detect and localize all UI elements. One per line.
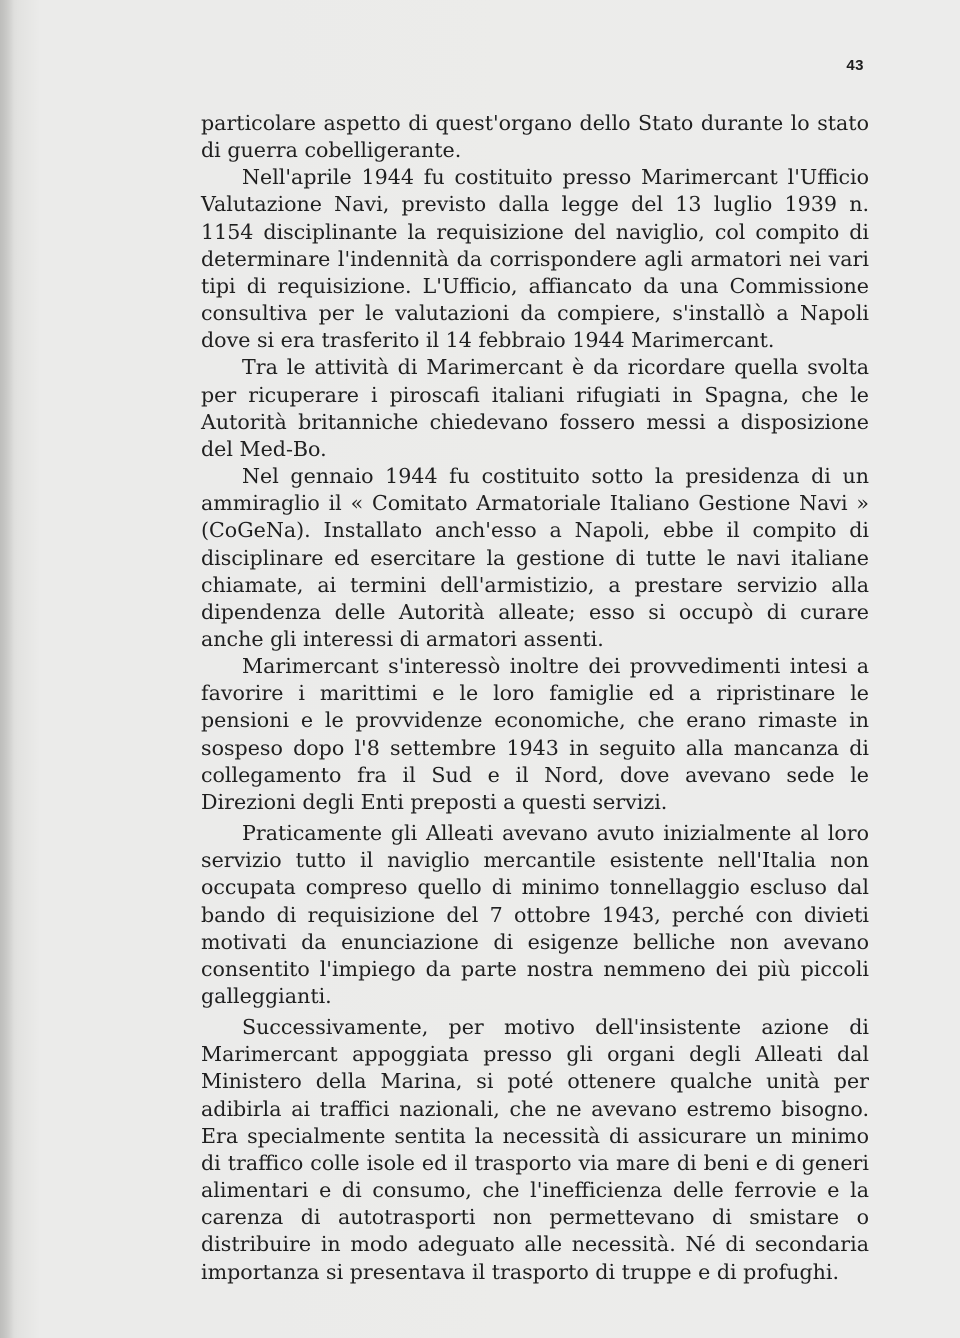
paragraph-ufficio-valutazione-navi: Nell'aprile 1944 fu costituito presso Marimercant l'Ufficio Valutazione Navi, previsto dalla legge del 13 luglio 1939 n. 1154 disciplinante la requisizione del naviglio, col compito di determinare l'indennità da corrispondere agli armatori nei vari tipi di requisizione. L'Ufficio, affiancato da una Commissione consultiva per le valutazioni da compiere, s'installò a Napoli dove si era trasferito il 14 febbraio 1944 Marimercant. bbox=[201, 165, 869, 353]
paragraph-cogena: Nel gennaio 1944 fu costituito sotto la presidenza di un ammiraglio il « Comitato Armatoriale Italiano Gestione Navi » (CoGeNa). Installato anch'esso a Napoli, ebbe il compito di disciplinare ed esercitare la gestione di tutte le navi italiane chiamate, ai termini dell'armistizio, a prestare servizio alla dipendenza delle Autorità alleate; esso si occupò di curare anche gli interessi di armatori assenti. bbox=[201, 464, 869, 651]
paragraph-continuation: particolare aspetto di quest'organo dello Stato durante lo stato di guerra cobelligerante. bbox=[201, 111, 869, 163]
body-text bbox=[201, 110, 869, 1286]
binding-shadow bbox=[0, 0, 14, 1338]
paragraph-pensioni-marittimi: Marimercant s'interessò inoltre dei provvedimenti intesi a favorire i marittimi e le loro famiglie ed a ripristinare le pensioni e le provvidenze economiche, che erano rimaste in sospeso dopo l'8 settembre 1943 in seguito alla mancanza di collegamento fra il Sud e il Nord, dove avevano sede le Direzioni degli Enti preposti a questi servizi. bbox=[201, 654, 869, 814]
paragraph-traffici-nazionali: Successivamente, per motivo dell'insistente azione di Marimercant appoggiata presso gli organi degli Alleati dal Ministero della Marina, si poté ottenere qualche unità per adibirla ai traffici nazionali, che ne avevano estremo bisogno. Era specialmente sentita la necessità di assicurare un minimo di traffico colle isole ed il trasporto via mare di beni e di generi alimentari e di consumo, che l'inefficienza delle ferrovie e la carenza di autotrasporti non permettevano di smistare o distribuire in modo adeguato alle necessità. Né di secondaria importanza si presentava il trasporto di truppe e di profughi. bbox=[201, 1015, 869, 1284]
page-number: 43 bbox=[846, 57, 864, 74]
paragraph-naviglio-alleati: Praticamente gli Alleati avevano avuto inizialmente al loro servizio tutto il naviglio mercantile esistente nell'Italia non occupata compreso quello di minimo tonnellaggio escluso dal bando di requisizione del 7 ottobre 1943, perché con divieti motivati da enunciazione di esigenze belliche non avevano consentito l'impiego da parte nostra nemmeno dei più piccoli galleggianti. bbox=[201, 821, 869, 1008]
paragraph-piroscafi-spagna: Tra le attività di Marimercant è da ricordare quella svolta per ricuperare i piroscafi italiani rifugiati in Spagna, che le Autorità britanniche chiedevano fossero messi a disposizione del Med-Bo. bbox=[201, 355, 869, 461]
